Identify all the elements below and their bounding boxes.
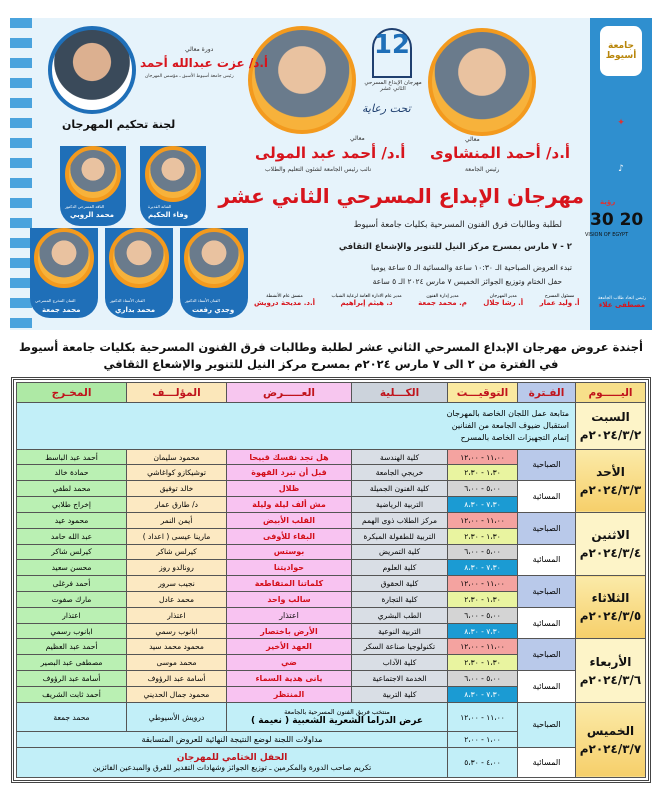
header-author: المؤلـــف <box>127 383 227 403</box>
time-cell: ٧،٣٠ - ٨،٣٠ <box>448 497 518 513</box>
author-cell: درويش الأسيوطي <box>127 702 227 731</box>
show-cell: مش ألف ليلة وليلة <box>227 497 352 513</box>
author-cell: توشيكازو كواغاشي <box>127 465 227 481</box>
period-cell: المسائية <box>518 671 576 703</box>
festival-head-prefix: دورة معالي <box>185 46 214 53</box>
festival-logo-text: مهرجان الإبداع المسرحي الثاني عشر <box>364 80 422 92</box>
director-cell: اعتذار <box>17 607 127 623</box>
jury-role-3: الفنان الأستاذ الدكتور <box>185 298 220 303</box>
director-cell: كيرلس شاكر <box>17 544 127 560</box>
college-cell: التربية النوعية <box>352 623 448 639</box>
time-cell: ١،٣٠ - ٢،٣٠ <box>448 591 518 607</box>
time-cell: ١،٣٠ - ٢،٣٠ <box>448 528 518 544</box>
patron1-name: أ.د/ أحمد المنشاوى <box>430 144 571 162</box>
period-cell: الصباحية <box>518 702 576 747</box>
college-cell: كلية الآداب <box>352 655 448 671</box>
schedule-info-2: حفل الختام وتوزيع الجوائز الخميس ٧ مارس ٢٠٢٤ الـ ٥ ساعة <box>372 277 562 286</box>
festival-head-role: رئيس جامعة أسيوط الأسبق ـ مؤسس المهرجان <box>145 74 234 79</box>
patron1-prefix: معالي <box>465 136 480 143</box>
main-title: مهرجان الإبداع المسرحي الثاني عشر <box>218 184 584 208</box>
staff-name: أ. وليد عمار <box>539 299 580 307</box>
saturday-row <box>17 403 646 450</box>
college-cell: كلية الحقوق <box>352 576 448 592</box>
director-cell: أحمد عبد الباسط <box>17 449 127 465</box>
show-cell <box>227 702 448 731</box>
director-cell: إخراج طلابي <box>17 497 127 513</box>
author-cell: محمود محمد سيد <box>127 639 227 655</box>
festival-head-photo <box>48 26 136 114</box>
time-cell: ٧،٣٠ - ٨،٣٠ <box>448 686 518 702</box>
university-logo: جامعة أسيوط <box>600 26 642 76</box>
director-cell: محسن سعيد <box>17 560 127 576</box>
activity-line: استقبال ضيوف الجامعة من الفنانين <box>451 421 569 431</box>
time-cell: ١١،٠٠ - ١٢،٠٠ <box>448 639 518 655</box>
day-cell <box>576 576 646 639</box>
patron2-photo <box>248 26 356 134</box>
jury-role-4: الفنان الأستاذ الدكتور <box>110 298 145 303</box>
time-cell: ١١،٠٠ - ١٢،٠٠ <box>448 702 518 731</box>
jury-name-5: محمد جمعة <box>42 306 81 314</box>
header-college: الكـــلية <box>352 383 448 403</box>
author-cell: محمد موسى <box>127 655 227 671</box>
vision-word: رؤية <box>600 198 616 206</box>
director-cell: أحمد عبد العظيم <box>17 639 127 655</box>
college-cell: كلية التجارة <box>352 591 448 607</box>
college-cell: كلية الهندسة <box>352 449 448 465</box>
day-date: ٢٠٢٤/٣/٢م <box>579 427 642 442</box>
patron1-role: رئيس الجامعة <box>465 166 500 173</box>
jury-name-4: محمد بداري <box>115 306 156 314</box>
time-cell: ١١،٠٠ - ١٢،٠٠ <box>448 449 518 465</box>
header-time: التوقيـــت <box>448 383 518 403</box>
author-cell: رونالدو روز <box>127 560 227 576</box>
patron1-photo <box>428 28 536 136</box>
show-cell: البقاء للأوفى <box>227 528 352 544</box>
period-cell: الصباحية <box>518 639 576 671</box>
day-name: الخميس <box>586 723 635 738</box>
show-cell: ظلال <box>227 481 352 497</box>
director-cell: أحمد فرغلى <box>17 576 127 592</box>
staff-role: مسئول المسرح <box>544 294 575 299</box>
activity-line: إتمام التجهيزات الخاصة بالمسرح <box>460 432 569 442</box>
patron2-prefix: معالي <box>350 135 365 142</box>
director-cell: محمد جمعة <box>17 702 127 731</box>
staff-name: م. محمد جمعة <box>418 299 467 307</box>
patron2-role: نائب رئيس الجامعة لشئون التعليم والطلاب <box>265 166 372 173</box>
thursday-row <box>17 747 646 777</box>
college-cell: مركز الطلاب ذوى الهمم <box>352 512 448 528</box>
dates-line: ٢ - ٧ مارس بمسرح مركز النيل للتنوير والإشعاع الثقافي <box>338 242 572 252</box>
closing-details: تكريم صاحب الدورة والمكرمين ـ توزيع الجوائز وشهادات التقدير للفرق والمبدعين الفائزين <box>92 762 372 772</box>
period-cell: الصباحية <box>518 576 576 608</box>
author-cell: ابانوب رسمي <box>127 623 227 639</box>
header-director: المخـرج <box>17 383 127 403</box>
time-cell: ١،٠٠ - ٢،٠٠ <box>448 732 518 747</box>
time-cell: ١،٣٠ - ٢،٣٠ <box>448 655 518 671</box>
college-cell: كلية التربية <box>352 686 448 702</box>
schedule-row <box>17 607 646 623</box>
author-cell: نجيب سرور <box>127 576 227 592</box>
festival-12-logo-icon: 12 <box>372 28 412 78</box>
jury-role-1: الفنانة القديرة <box>148 204 172 209</box>
college-cell: كلية العلوم <box>352 560 448 576</box>
staff-name: د. هيثم إبراهيم <box>340 299 393 307</box>
author-cell: محمود جمال الحديني <box>127 686 227 702</box>
under-patronage: تحت رعاية <box>362 102 411 115</box>
time-cell: ١،٣٠ - ٢،٣٠ <box>448 465 518 481</box>
staff-item <box>540 294 580 324</box>
jury-photo-2 <box>65 146 121 202</box>
agenda-table-frame <box>11 377 651 783</box>
day-name: الاثنين <box>591 528 630 543</box>
show-cell: المنتظر <box>227 686 352 702</box>
festival-head-name: أ.د/ عزت عبدالله أحمد <box>140 56 269 70</box>
time-cell: ١١،٠٠ - ١٢،٠٠ <box>448 576 518 592</box>
show-cell: حواديتنا <box>227 560 352 576</box>
director-cell: محمود عيد <box>17 512 127 528</box>
day-cell <box>576 702 646 777</box>
staff-role: رئيس اتحاد طلاب الجامعة <box>598 296 646 301</box>
staff-item <box>254 294 315 324</box>
vision-year: 20 30 <box>590 210 644 230</box>
show-cell: قبل أن تبرد القهوة <box>227 465 352 481</box>
period-cell: الصباحية <box>518 512 576 544</box>
show-cell: كلماتنا المتقاطعة <box>227 576 352 592</box>
time-cell: ٧،٣٠ - ٨،٣٠ <box>448 560 518 576</box>
film-strip-decoration <box>10 18 32 330</box>
jury-name-2: محمد الروبي <box>70 211 114 219</box>
author-cell: محمود سليمان <box>127 449 227 465</box>
header-period: الفـترة <box>518 383 576 403</box>
schedule-row <box>17 671 646 687</box>
day-cell <box>576 449 646 512</box>
schedule-row <box>17 512 646 528</box>
schedule-row <box>17 576 646 592</box>
time-cell: ٧،٣٠ - ٨،٣٠ <box>448 623 518 639</box>
schedule-row <box>17 449 646 465</box>
director-cell: أحمد ثابت الشريف <box>17 686 127 702</box>
show-cell: هل تجد نفسك قبيحا <box>227 449 352 465</box>
jury-name-3: وجدي رفعت <box>192 306 235 314</box>
show-cell: يانى هدية السماء <box>227 671 352 687</box>
staff-item <box>596 294 648 324</box>
college-cell: كلية التمريض <box>352 544 448 560</box>
jury-photo-1 <box>145 146 201 202</box>
show-team: منتخب فريق الفنون المسرحية بالجامعة <box>284 708 390 717</box>
jury-role-2: الناقد المسرحي الدكتور <box>65 204 105 209</box>
author-cell: مارينا عيسى ( اعداد ) <box>127 528 227 544</box>
schedule-row <box>17 481 646 497</box>
agenda-title: أجندة عروض مهرجان الإبداع المسرحي الثاني عشر لطلبة وطالبات فرق الفنون المسرحية بكليات جامعة أسيوط <box>19 340 643 354</box>
jury-name-1: وفاء الحكيم <box>148 211 189 219</box>
college-cell: التربية الرياضية <box>352 497 448 513</box>
jury-photo-3 <box>184 228 244 288</box>
author-cell: د/ طارق عمار <box>127 497 227 513</box>
college-cell: الخدمة الاجتماعية <box>352 671 448 687</box>
festival-poster <box>10 18 652 330</box>
author-cell: خالد توفيق <box>127 481 227 497</box>
time-cell: ٥،٠٠ - ٦،٠٠ <box>448 481 518 497</box>
show-cell: سالب واحد <box>227 591 352 607</box>
deliberation-cell: مداولات اللجنة لوضع النتيجة النهائية للعروض المتسابقة <box>17 732 448 747</box>
thursday-row <box>17 702 646 731</box>
schedule-row <box>17 544 646 560</box>
closing-title: الحفل الختامي للمهرجان <box>176 752 288 763</box>
show-cell: القلب الأبيض <box>227 512 352 528</box>
staff-name: أ. رشا جلال <box>483 299 524 307</box>
show-cell: ضي <box>227 655 352 671</box>
day-cell <box>576 512 646 575</box>
day-name: الثلاثاء <box>591 591 630 606</box>
director-cell: ابانوب رسمي <box>17 623 127 639</box>
student-union-logo-icon: ✦ <box>617 118 625 128</box>
header-show: العـــــرض <box>227 383 352 403</box>
closing-ceremony-cell <box>17 747 448 777</box>
show-cell: الأرض باختصار <box>227 623 352 639</box>
theatre-logo-icon: ♪ <box>618 164 624 174</box>
period-cell: الصباحية <box>518 449 576 481</box>
agenda-subtitle: في الفترة من ٢ الى ٧ مارس ٢٠٢٤م بمسرح مركز النيل للتنوير والإشعاع الثقافي <box>103 357 559 371</box>
director-cell: عبد الله حامد <box>17 528 127 544</box>
poster-subtitle: لطلبة وطالبات فرق الفنون المسرحية بكليات جامعة أسيوط <box>353 220 562 230</box>
schedule-info-1: تبدء العروض الصباحية الـ ١٠:٣٠ ساعة والمسائية الـ ٥ ساعة يوميا <box>371 263 572 272</box>
staff-item <box>418 294 467 324</box>
author-cell: محمد عادل <box>127 591 227 607</box>
staff-role: مدير عام الادارة العامة لرعاية الشباب <box>331 294 402 299</box>
staff-name: أ.د. مديحة درويش <box>254 299 316 307</box>
college-cell: التربية للطفولة المبكرة <box>352 528 448 544</box>
period-cell: المسائية <box>518 747 576 777</box>
schedule-row <box>17 639 646 655</box>
jury-photo-4 <box>109 228 169 288</box>
day-name: الأربعاء <box>589 654 632 669</box>
author-cell: كيرلس شاكر <box>127 544 227 560</box>
time-cell: ١١،٠٠ - ١٢،٠٠ <box>448 512 518 528</box>
staff-role: مدير إدارة الفنون <box>426 294 459 299</box>
day-name: الأحد <box>596 464 625 479</box>
show-title: عرض الدراما الشعرية الشعبية ( نعيمة ) <box>250 716 424 727</box>
staff-item <box>483 294 523 324</box>
staff-list <box>250 294 652 324</box>
day-date: ٢٠٢٤/٣/٥م <box>579 609 642 624</box>
show-cell: اعتذار <box>227 607 352 623</box>
day-date: ٢٠٢٤/٣/٤م <box>579 546 642 561</box>
staff-item <box>331 294 401 324</box>
college-cell: كلية الفنون الجميلة <box>352 481 448 497</box>
jury-title: لجنة تحكيم المهرجان <box>62 118 176 131</box>
header-day: اليـــــوم <box>576 383 646 403</box>
day-date: ٢٠٢٤/٣/٦م <box>579 672 642 687</box>
director-cell: حمادة خالد <box>17 465 127 481</box>
author-cell: اعتذار <box>127 607 227 623</box>
day-date: ٢٠٢٤/٣/٣م <box>579 482 642 497</box>
time-cell: ٥،٠٠ - ٦،٠٠ <box>448 671 518 687</box>
jury-photo-5 <box>34 228 94 288</box>
director-cell: محمد لطفي <box>17 481 127 497</box>
day-cell <box>576 639 646 702</box>
college-cell: الطب البشري <box>352 607 448 623</box>
period-cell: المسائية <box>518 607 576 639</box>
time-cell: ٥،٠٠ - ٦،٠٠ <box>448 544 518 560</box>
show-cell: العهد الأخير <box>227 639 352 655</box>
college-cell: تكنولوجيا صناعة السكر <box>352 639 448 655</box>
day-name: السبت <box>591 409 630 424</box>
director-cell: أسامة عبد الرؤوف <box>17 671 127 687</box>
jury-role-5: الفنان المخرج المسرحي <box>35 298 76 303</box>
director-cell: مصطفى عبد البصير <box>17 655 127 671</box>
time-cell: ٥،٠٠ - ٦،٠٠ <box>448 607 518 623</box>
staff-name: مصطفى علاء <box>598 301 646 309</box>
staff-role: منسق عام الأنشطة <box>266 294 303 299</box>
period-cell: المسائية <box>518 481 576 513</box>
vision-text: VISION OF EGYPT <box>585 232 629 238</box>
day-date: ٢٠٢٤/٣/٧م <box>579 741 642 756</box>
director-cell: مارك صفوت <box>17 591 127 607</box>
day-cell <box>576 403 646 450</box>
staff-role: مدير المهرجان <box>489 294 517 299</box>
patron2-name: أ.د/ أحمد عبد المولى <box>255 144 406 162</box>
activity-line: متابعة عمل اللجان الخاصة بالمهرجان <box>446 409 569 419</box>
show-cell: بوستس <box>227 544 352 560</box>
time-cell: ٤،٠٠ - ٥،٣٠ <box>448 747 518 777</box>
saturday-activities <box>17 403 576 450</box>
author-cell: أسامة عبد الرؤوف <box>127 671 227 687</box>
college-cell: خريجي الجامعة <box>352 465 448 481</box>
period-cell: المسائية <box>518 544 576 576</box>
agenda-table <box>16 382 646 778</box>
author-cell: أيمن النمر <box>127 512 227 528</box>
